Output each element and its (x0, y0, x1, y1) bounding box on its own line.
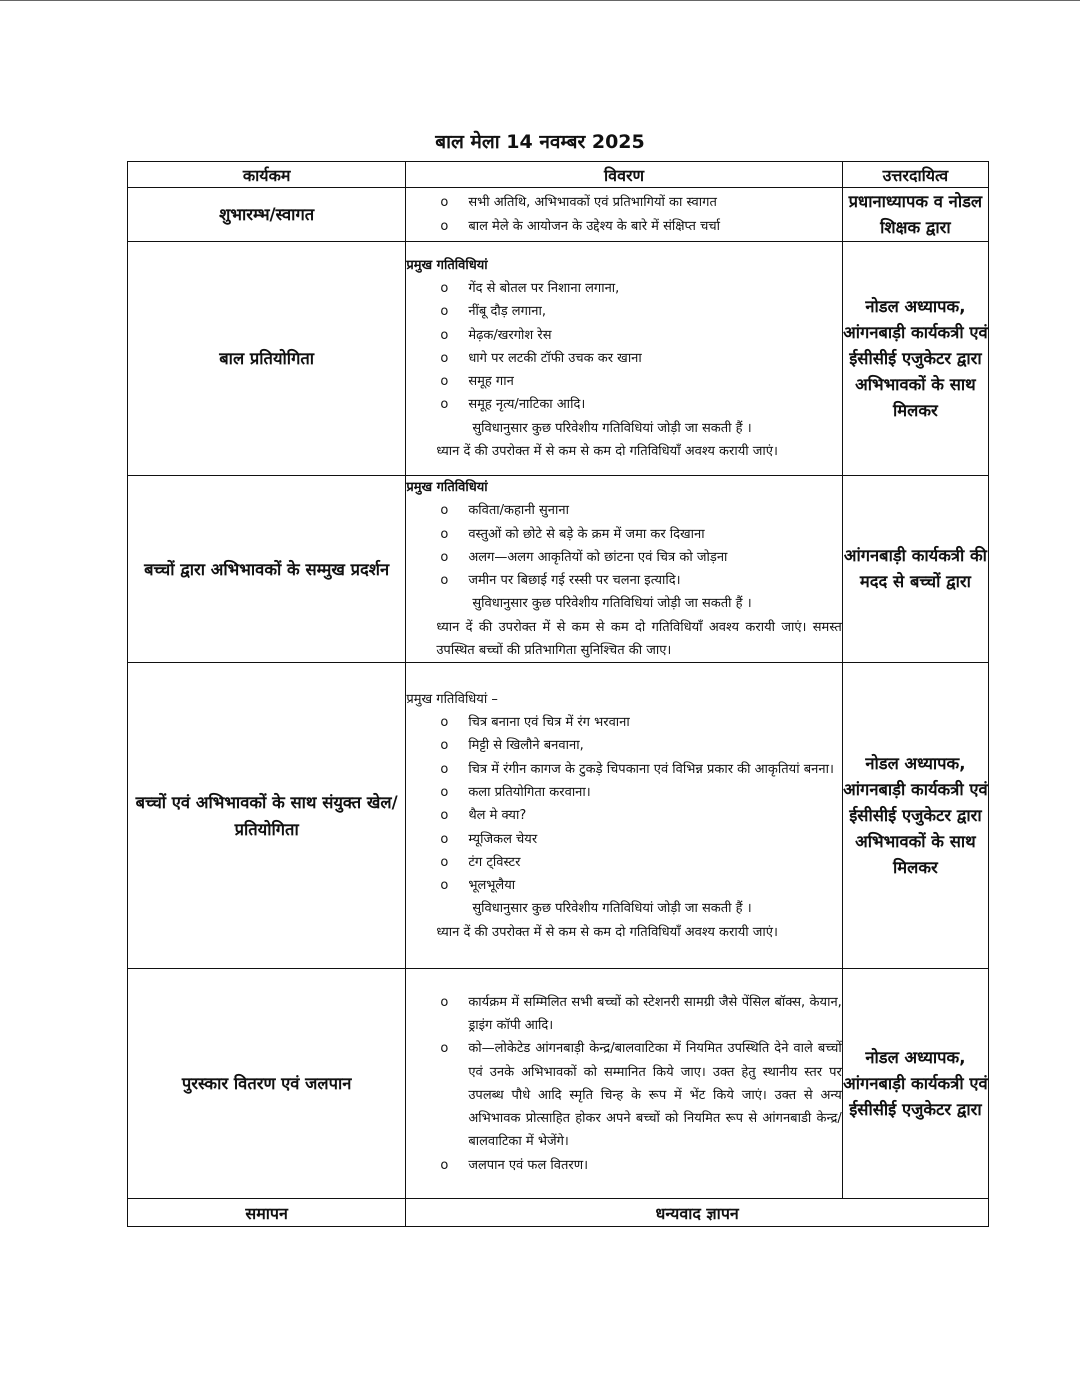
bullet-circle-icon: o (440, 280, 449, 296)
note-text: ध्यान दें की उपरोक्त में से कम से कम दो गतिविधियाँ अवश्य करायी जाएं। समस्त उपस्थित बच्चों की प्रतिभागिता सुनिश्चित की जाए। (436, 619, 842, 659)
program-cell: पुरस्कार वितरण एवं जलपान (128, 969, 406, 1199)
list-item-text: मिट्टी से खिलौने बनवाना, (468, 738, 584, 754)
bullet-circle-icon: o (440, 761, 449, 777)
responsibility-cell: नोडल अध्यापक, आंगनबाड़ी कार्यकत्री एवं ईसीसीई एजुकेटर द्वारा अभिभावकों के साथ मिलकर (842, 242, 988, 476)
list-item-text: जमीन पर बिछाई गई रस्सी पर चलना इत्यादि। (468, 573, 681, 589)
bullet-circle-icon: o (440, 350, 449, 366)
list-item (406, 781, 842, 804)
description-cell (406, 969, 843, 1199)
program-cell: शुभारम्भ/स्वागत (128, 188, 406, 242)
description-cell (406, 476, 843, 663)
section-heading: प्रमुख गतिविधियां – (406, 691, 498, 707)
list-item-text: जलपान एवं फल वितरण। (468, 1157, 589, 1173)
list-item-text: मेढ़क/खरगोश रेस (468, 327, 552, 343)
list-item-text: चित्र में रंगीन कागज के टुकड़े चिपकाना एवं विभिन्न प्रकार की आकृतियां बनना। (468, 761, 834, 777)
table-header-row (128, 162, 989, 188)
list-item (406, 851, 842, 874)
program-cell: बच्चों द्वारा अभिभावकों के सम्मुख प्रदर्शन (128, 476, 406, 663)
list-item-text: म्यूजिकल चेयर (468, 831, 538, 847)
list-item (406, 523, 842, 546)
list-item (406, 277, 842, 300)
list-item (406, 734, 842, 757)
bullet-circle-icon: o (440, 503, 449, 519)
list-item-text: को—लोकेटेड आंगनबाड़ी केन्द्र/बालवाटिका में नियमित उपस्थिति देने वाले बच्चों एवं उनके अभिभावकों को सम्मानित किये जाए। उक्त हेतु स्थानीय स्तर पर उपलब्ध पौधे आदि स्मृति चिन्ह के रूप में भेंट किये जाएं। उक्त से अन्य अभिभावक प्रोत्साहित होकर अपने बच्चों को नियमित रूप से आंगनबाडी केन्द्र/बालवाटिका में भेजेंगे। (468, 1041, 842, 1150)
bullet-circle-icon: o (440, 218, 449, 234)
bullet-circle-icon: o (440, 397, 449, 413)
note-text: सुविधानुसार कुछ परिवेशीय गतिविधियां जोड़ी जा सकती हैं । (472, 596, 752, 612)
table-row (128, 663, 989, 969)
bullet-circle-icon: o (440, 878, 449, 894)
section-heading: प्रमुख गतिविधियां (406, 257, 488, 273)
bullet-circle-icon: o (440, 1041, 449, 1057)
list-item (406, 499, 842, 522)
header-program: कार्यकम (128, 162, 406, 188)
section-heading: प्रमुख गतिविधियां (406, 480, 488, 495)
bullet-circle-icon: o (440, 1157, 449, 1173)
list-item-text: धागे पर लटकी टॉफी उचक कर खाना (468, 350, 642, 366)
list-item-text: अलग—अलग आकृतियों को छांटना एवं चित्र को जोड़ना (468, 549, 728, 565)
list-item (406, 758, 842, 781)
description-cell (406, 663, 843, 969)
list-item (406, 215, 842, 238)
list-item (406, 569, 842, 592)
bullet-circle-icon: o (440, 195, 449, 211)
list-item-text: समूह नृत्य/नाटिका आदि। (468, 397, 586, 413)
note-text: ध्यान दें की उपरोक्त में से कम से कम दो गतिविधियाँ अवश्य करायी जाएं। (436, 444, 778, 460)
list-item-text: समूह गान (468, 374, 514, 390)
bullet-circle-icon: o (440, 831, 449, 847)
list-item-text: वस्तुओं को छोटे से बड़े के क्रम में जमा कर दिखाना (468, 526, 705, 542)
header-responsibility: उत्तरदायित्व (842, 162, 988, 188)
activity-list (406, 991, 842, 1177)
bullet-circle-icon: o (440, 738, 449, 754)
list-item-text: भूलभूलैया (468, 878, 516, 894)
list-item (406, 546, 842, 569)
table-row (128, 188, 989, 242)
list-item-text: चित्र बनाना एवं चित्र में रंग भरवाना (468, 715, 630, 731)
program-cell: बच्चों एवं अभिभावकों के साथ संयुक्त खेल/प्रतियोगिता (128, 663, 406, 969)
list-item-text: टंग ट्विस्टर (468, 854, 521, 870)
closing-program: समापन (128, 1199, 406, 1227)
bullet-circle-icon: o (440, 549, 449, 565)
bullet-circle-icon: o (440, 784, 449, 800)
activity-list (406, 191, 842, 238)
list-item-text: नींबू दौड़ लगाना, (468, 304, 547, 320)
closing-description: धन्यवाद ज्ञापन (406, 1199, 989, 1227)
bullet-circle-icon: o (440, 304, 449, 320)
header-description: विवरण (406, 162, 843, 188)
activity-list (406, 499, 842, 592)
responsibility-cell: आंगनबाड़ी कार्यकत्री की मदद से बच्चों द्वारा (842, 476, 988, 663)
closing-row (128, 1199, 989, 1227)
description-cell (406, 188, 843, 242)
list-item-text: कविता/कहानी सुनाना (468, 503, 569, 519)
responsibility-cell: प्रधानाध्यापक व नोडल शिक्षक द्वारा (842, 188, 988, 242)
list-item-text: गेंद से बोतल पर निशाना लगाना, (468, 280, 620, 296)
list-item (406, 828, 842, 851)
list-item (406, 393, 842, 416)
top-rule (0, 0, 1080, 1)
list-item (406, 370, 842, 393)
page-title: बाल मेला 14 नवम्बर 2025 (435, 131, 645, 153)
list-item-text: थैल मे क्या? (468, 808, 527, 824)
list-item (406, 324, 842, 347)
table-row (128, 476, 989, 663)
list-item-text: बाल मेले के आयोजन के उद्देश्य के बारे में संक्षिप्त चर्चा (468, 218, 720, 234)
list-item-text: सभी अतिथि, अभिभावकों एवं प्रतिभागियों का स्वागत (468, 195, 717, 211)
note-text: ध्यान दें की उपरोक्त में से कम से कम दो गतिविधियाँ अवश्य करायी जाएं। (436, 924, 778, 940)
schedule-table (127, 161, 989, 1227)
bullet-circle-icon: o (440, 854, 449, 870)
list-item (406, 874, 842, 897)
note-text: सुविधानुसार कुछ परिवेशीय गतिविधियां जोड़ी जा सकती हैं । (472, 901, 752, 917)
table-body (128, 188, 989, 1199)
list-item (406, 1037, 842, 1153)
bullet-circle-icon: o (440, 994, 449, 1010)
bullet-circle-icon: o (440, 374, 449, 390)
list-item (406, 711, 842, 734)
bullet-circle-icon: o (440, 808, 449, 824)
activity-list (406, 277, 842, 417)
note-text: सुविधानुसार कुछ परिवेशीय गतिविधियां जोड़ी जा सकती हैं । (472, 420, 752, 436)
activity-list (406, 711, 842, 897)
bullet-circle-icon: o (440, 715, 449, 731)
table-row (128, 969, 989, 1199)
list-item (406, 347, 842, 370)
table-row (128, 242, 989, 476)
list-item (406, 991, 842, 1038)
bullet-circle-icon: o (440, 526, 449, 542)
responsibility-cell: नोडल अध्यापक, आंगनबाड़ी कार्यकत्री एवं ईसीसीई एजुकेटर द्वारा अभिभावकों के साथ मिलकर (842, 663, 988, 969)
responsibility-cell: नोडल अध्यापक, आंगनबाड़ी कार्यकत्री एवं ईसीसीई एजुकेटर द्वारा (842, 969, 988, 1199)
list-item-text: कला प्रतियोगिता करवाना। (468, 784, 591, 800)
bullet-circle-icon: o (440, 327, 449, 343)
bullet-circle-icon: o (440, 573, 449, 589)
list-item (406, 300, 842, 323)
list-item (406, 1154, 842, 1177)
list-item-text: कार्यक्रम में सम्मिलित सभी बच्चों को स्टेशनरी सामग्री जैसे पेंसिल बॉक्स, केयान, ड्राइंग कॉपी आदि। (468, 994, 842, 1033)
program-cell: बाल प्रतियोगिता (128, 242, 406, 476)
description-cell (406, 242, 843, 476)
list-item (406, 191, 842, 214)
list-item (406, 804, 842, 827)
